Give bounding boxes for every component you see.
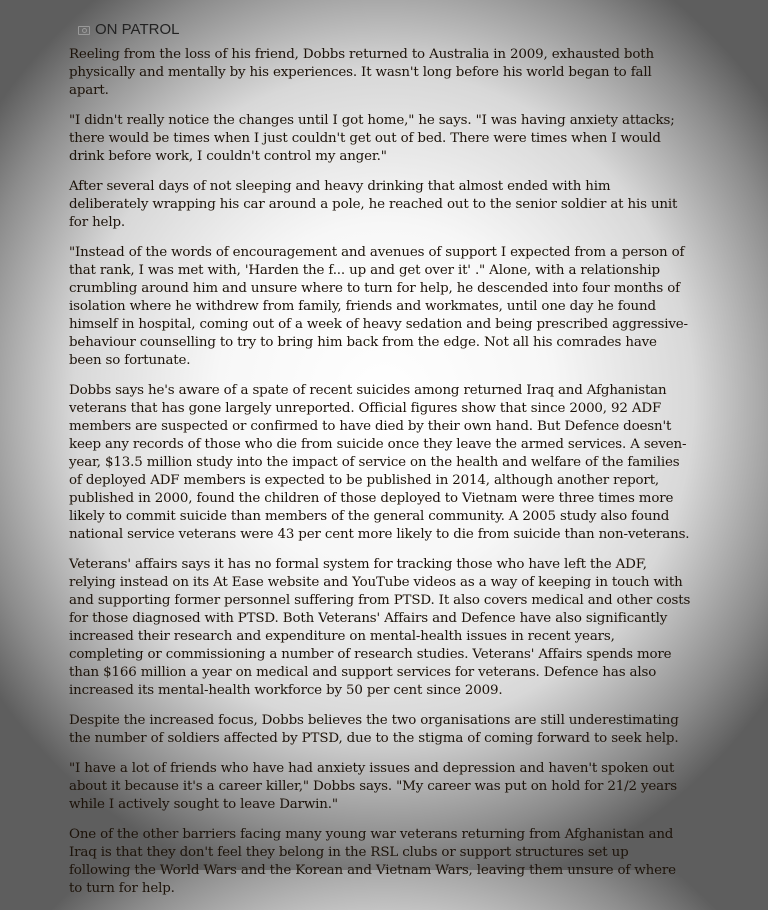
article-body [69,46,693,910]
camera-icon [78,26,90,35]
paragraph: Despite the increased focus, Dobbs believes the two organisations are still underestimating the number of soldiers affected by PTSD, due to the stigma of coming forward to seek help. [69,713,679,746]
paragraph: "Instead of the words of encouragement and avenues of support I expected from a person of that rank, I was met with, 'Harden the f... up and get over it' ." Alone, with a relationship crumbling around him and unsure where to turn for help, he descended into four months of isolation where he withdrew from family, friends and workmates, until one day he found himself in hospital, coming out of a week of heavy sedation and being prescribed aggressive-behaviour counselling to try to bring him back from the edge. Not all his comrades have been so fortunate. [69,245,688,368]
paragraph: "I have a lot of friends who have had anxiety issues and depression and haven't spoken out about it because it's a career killer," Dobbs says. "My career was put on hold for 21/2 years while I actively sought to leave Darwin." [69,761,677,812]
paragraph: After several days of not sleeping and heavy drinking that almost ended with him deliberately wrapping his car around a pole, he reached out to the senior soldier at his unit for help. [69,179,678,230]
paragraph: One of the other barriers facing many young war veterans returning from Afghanistan and Iraq is that they don't feel they belong in the RSL clubs or support structures set up following the World Wars and the Korean and Vietnam Wars, leaving them unsure of where to turn for help. [69,827,676,896]
paragraph: Veterans' affairs says it has no formal system for tracking those who have left the ADF, relying instead on its At Ease website and YouTube videos as a way of keeping in touch with and supporting former personnel suffering from PTSD. It also covers medical and other costs for those diagnosed with PTSD. Both Veterans' Affairs and Defence have also significantly increased their research and expenditure on mental-health issues in recent years, completing or commissioning a number of research studies. Veterans' Affairs spends more than $166 million a year on medical and support services for veterans. Defence has also increased its mental-health workforce by 50 per cent since 2009. [69,557,691,698]
paragraph: Reeling from the loss of his friend, Dobbs returned to Australia in 2009, exhausted both physically and mentally by his experiences. It wasn't long before his world began to fall apart. [69,47,654,98]
paragraph: Dobbs says he's aware of a spate of recent suicides among returned Iraq and Afghanistan veterans that has gone largely unreported. Official figures show that since 2000, 92 ADF members are suspected or confirmed to have died by their own hand. But Defence doesn't keep any records of those who die from suicide once they leave the armed services. A seven-year, $13.5 million study into the impact of service on the health and welfare of the families of deployed ADF members is expected to be published in 2014, although another report, published in 2000, found the children of those deployed to Vietnam were three times more likely to commit suicide than members of the general community. A 2005 study also found national service veterans were 43 per cent more likely to die from suicide than non-veterans. [69,383,690,542]
section-header [78,21,179,38]
section-title: ON PATROL [95,21,180,38]
paragraph: "I didn't really notice the changes until I got home," he says. "I was having anxiety attacks; there would be times when I just couldn't get out of bed. There were times when I would drink before work, I couldn't control my anger." [69,113,675,164]
